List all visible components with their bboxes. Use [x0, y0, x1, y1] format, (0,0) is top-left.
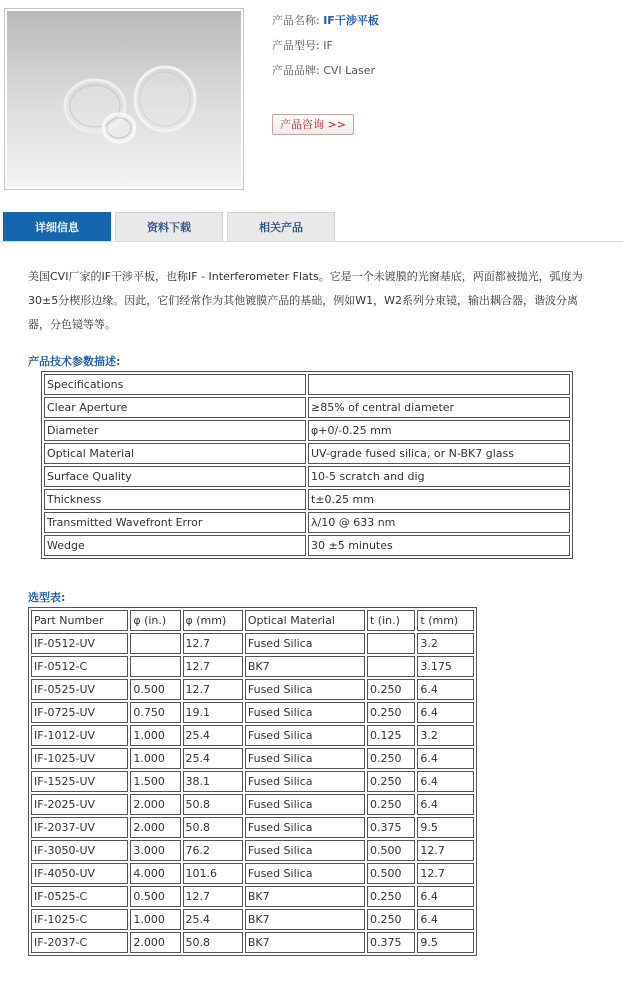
selection-cell: 2.000: [130, 932, 180, 953]
spec-value-cell: 10-5 scratch and dig: [308, 466, 570, 487]
selection-cell: 12.7: [417, 840, 474, 861]
selection-cell: 25.4: [183, 909, 243, 930]
selection-cell: 1.000: [130, 725, 180, 746]
product-description: 美国CVI厂家的IF干涉平板，也称IF - Interferometer Flats。它是一个未镀膜的光窗基底，两面都被抛光，弧度为30±5分楔形边缘。因此，它们经常作为其他镀膜产品的基础，例如W1，W2系列分束镜，输出耦合器，谐波分离器，分色镜等等。: [28, 270, 583, 331]
selection-cell: 0.250: [367, 794, 415, 815]
spec-name-cell: Thickness: [44, 489, 306, 510]
selection-cell: 1.000: [130, 909, 180, 930]
spec-name-cell: Optical Material: [44, 443, 306, 464]
product-brand-value: CVI Laser: [323, 64, 376, 77]
selection-cell: IF-1025-UV: [31, 748, 128, 769]
selection-cell: IF-0512-C: [31, 656, 128, 677]
selection-cell: 50.8: [183, 817, 243, 838]
product-info: [272, 14, 379, 89]
selection-cell: BK7: [245, 656, 365, 677]
selection-cell: 3.175: [417, 656, 474, 677]
spec-name-cell: Wedge: [44, 535, 306, 556]
selection-header-cell: Part Number: [31, 610, 128, 631]
selection-row: [31, 679, 474, 700]
selection-section-title: 选型表:: [28, 591, 66, 604]
optical-flats-illustration: [7, 11, 241, 187]
selection-cell: 0.250: [367, 909, 415, 930]
product-model-row: [272, 39, 379, 64]
product-brand-row: [272, 64, 379, 89]
selection-cell: BK7: [245, 932, 365, 953]
selection-cell: 0.375: [367, 932, 415, 953]
selection-header-cell: Optical Material: [245, 610, 365, 631]
selection-cell: 0.500: [130, 679, 180, 700]
selection-row: [31, 725, 474, 746]
selection-row: [31, 794, 474, 815]
selection-cell: IF-3050-UV: [31, 840, 128, 861]
selection-cell: 0.125: [367, 725, 415, 746]
spec-value-cell: t±0.25 mm: [308, 489, 570, 510]
selection-row: [31, 932, 474, 953]
selection-cell: BK7: [245, 909, 365, 930]
selection-cell: 25.4: [183, 725, 243, 746]
selection-cell: IF-0512-UV: [31, 633, 128, 654]
selection-cell: 3.000: [130, 840, 180, 861]
selection-cell: 1.000: [130, 748, 180, 769]
selection-header-row: [31, 610, 474, 631]
selection-cell: IF-1025-C: [31, 909, 128, 930]
selection-cell: [130, 656, 180, 677]
selection-cell: Fused Silica: [245, 840, 365, 861]
selection-cell: 6.4: [417, 702, 474, 723]
spec-table: [41, 371, 573, 559]
selection-cell: 6.4: [417, 886, 474, 907]
selection-cell: 0.250: [367, 679, 415, 700]
selection-cell: 12.7: [417, 863, 474, 884]
spec-name-cell: Clear Aperture: [44, 397, 306, 418]
selection-cell: 9.5: [417, 817, 474, 838]
selection-cell: 0.750: [130, 702, 180, 723]
product-name-label: 产品名称:: [272, 14, 320, 27]
selection-cell: 0.250: [367, 771, 415, 792]
selection-cell: 6.4: [417, 909, 474, 930]
selection-cell: 0.250: [367, 702, 415, 723]
spec-value-cell: φ+0/-0.25 mm: [308, 420, 570, 441]
selection-row: [31, 748, 474, 769]
spec-row: [44, 374, 570, 395]
selection-cell: 2.000: [130, 817, 180, 838]
selection-cell: Fused Silica: [245, 817, 365, 838]
selection-cell: IF-1525-UV: [31, 771, 128, 792]
selection-row: [31, 817, 474, 838]
selection-cell: 12.7: [183, 633, 243, 654]
tab-related-products[interactable]: 相关产品: [227, 212, 335, 241]
selection-cell: 9.5: [417, 932, 474, 953]
spec-value-cell: [308, 374, 570, 395]
tab-details[interactable]: 详细信息: [3, 212, 111, 241]
spec-value-cell: λ/10 @ 633 nm: [308, 512, 570, 533]
spec-name-cell: Specifications: [44, 374, 306, 395]
selection-cell: 0.250: [367, 886, 415, 907]
selection-row: [31, 656, 474, 677]
selection-cell: 12.7: [183, 679, 243, 700]
selection-row: [31, 840, 474, 861]
spec-row: [44, 397, 570, 418]
spec-name-cell: Diameter: [44, 420, 306, 441]
selection-cell: 6.4: [417, 794, 474, 815]
selection-cell: 50.8: [183, 794, 243, 815]
spec-name-cell: Transmitted Wavefront Error: [44, 512, 306, 533]
selection-cell: 12.7: [183, 656, 243, 677]
selection-header-cell: t (in.): [367, 610, 415, 631]
selection-cell: 101.6: [183, 863, 243, 884]
selection-cell: 0.500: [367, 863, 415, 884]
spec-value-cell: ≥85% of central diameter: [308, 397, 570, 418]
selection-cell: Fused Silica: [245, 771, 365, 792]
selection-cell: 25.4: [183, 748, 243, 769]
selection-cell: 3.2: [417, 633, 474, 654]
selection-cell: 76.2: [183, 840, 243, 861]
selection-cell: 0.500: [130, 886, 180, 907]
spec-row: [44, 535, 570, 556]
selection-cell: Fused Silica: [245, 702, 365, 723]
selection-cell: IF-2037-UV: [31, 817, 128, 838]
selection-header-cell: φ (in.): [130, 610, 180, 631]
selection-cell: IF-0525-UV: [31, 679, 128, 700]
selection-row: [31, 702, 474, 723]
selection-cell: Fused Silica: [245, 748, 365, 769]
tab-downloads[interactable]: 资料下载: [115, 212, 223, 241]
product-model-value: IF: [323, 39, 333, 52]
product-consult-button[interactable]: 产品咨询 >>: [272, 114, 354, 135]
selection-row: [31, 886, 474, 907]
selection-cell: Fused Silica: [245, 679, 365, 700]
selection-cell: 3.2: [417, 725, 474, 746]
selection-cell: IF-2025-UV: [31, 794, 128, 815]
selection-cell: 6.4: [417, 771, 474, 792]
selection-table: [28, 607, 477, 956]
spec-row: [44, 466, 570, 487]
selection-cell: 4.000: [130, 863, 180, 884]
selection-cell: Fused Silica: [245, 863, 365, 884]
spec-row: [44, 512, 570, 533]
spec-row: [44, 420, 570, 441]
selection-row: [31, 771, 474, 792]
selection-cell: [367, 656, 415, 677]
selection-cell: IF-0525-C: [31, 886, 128, 907]
selection-cell: BK7: [245, 886, 365, 907]
spec-section-title: 产品技术参数描述:: [28, 355, 121, 368]
selection-cell: [130, 633, 180, 654]
product-name-value: IF干涉平板: [323, 14, 379, 27]
selection-cell: 0.375: [367, 817, 415, 838]
product-image: [7, 11, 241, 187]
selection-cell: IF-2037-C: [31, 932, 128, 953]
selection-header-cell: φ (mm): [183, 610, 243, 631]
spec-value-cell: UV-grade fused silica, or N-BK7 glass: [308, 443, 570, 464]
selection-cell: 0.500: [367, 840, 415, 861]
selection-cell: IF-1012-UV: [31, 725, 128, 746]
selection-cell: Fused Silica: [245, 725, 365, 746]
selection-cell: IF-4050-UV: [31, 863, 128, 884]
spec-row: [44, 443, 570, 464]
selection-cell: 19.1: [183, 702, 243, 723]
product-name-row: [272, 14, 379, 39]
selection-cell: 38.1: [183, 771, 243, 792]
selection-cell: 0.250: [367, 748, 415, 769]
spec-name-cell: Surface Quality: [44, 466, 306, 487]
selection-header-cell: t (mm): [417, 610, 474, 631]
selection-cell: IF-0725-UV: [31, 702, 128, 723]
tab-bar: [0, 212, 623, 242]
spec-row: [44, 489, 570, 510]
selection-cell: 2.000: [130, 794, 180, 815]
product-brand-label: 产品品牌:: [272, 64, 320, 77]
selection-cell: 6.4: [417, 748, 474, 769]
selection-row: [31, 909, 474, 930]
selection-cell: 12.7: [183, 886, 243, 907]
selection-row: [31, 863, 474, 884]
selection-cell: [367, 633, 415, 654]
selection-cell: 6.4: [417, 679, 474, 700]
selection-cell: Fused Silica: [245, 794, 365, 815]
spec-value-cell: 30 ±5 minutes: [308, 535, 570, 556]
selection-cell: 50.8: [183, 932, 243, 953]
selection-row: [31, 633, 474, 654]
product-image-frame: [4, 8, 244, 190]
product-model-label: 产品型号:: [272, 39, 320, 52]
selection-cell: 1.500: [130, 771, 180, 792]
selection-cell: Fused Silica: [245, 633, 365, 654]
